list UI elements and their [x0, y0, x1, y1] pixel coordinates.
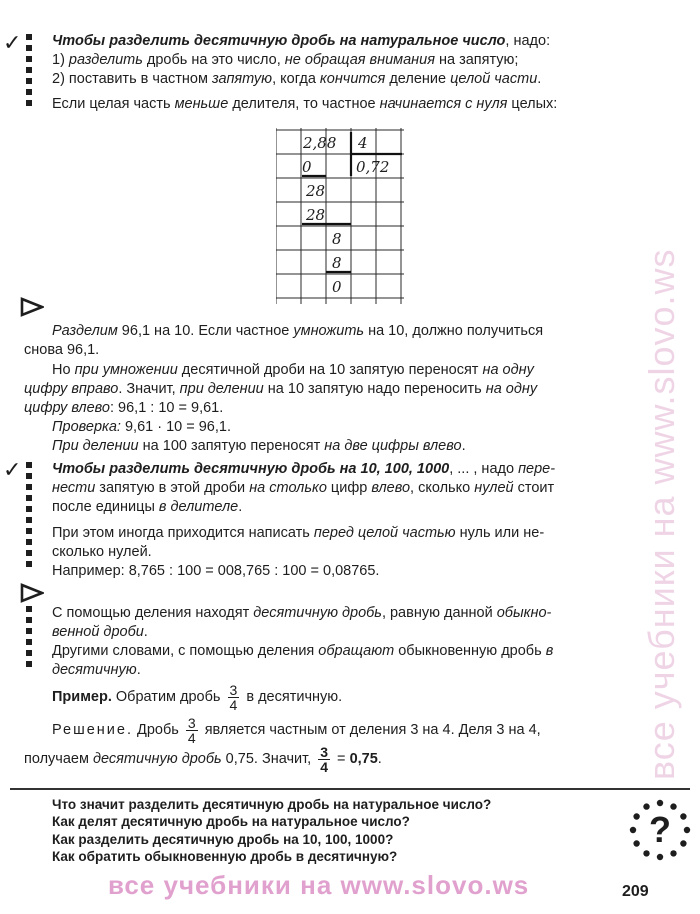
page-number: 209 [622, 883, 649, 900]
block-2-line-4: цифру вправо. Значит, при делении на 10 запятую надо переносить на одну [24, 381, 538, 397]
question-mark-icon [628, 798, 692, 862]
rule-2-example: Например: 8,765 : 100 = 008,765 : 100 = 0,08765. [52, 563, 380, 579]
margin-dots-icon [26, 34, 32, 111]
rule-2-line-3: после единицы в делителе. [52, 499, 243, 515]
rule-2-line-4: При этом иногда приходится написать перед целой частью нуль или не- [52, 525, 545, 541]
division-remainder-1: 0 [302, 158, 312, 176]
block-4-line-3: Другими словами, с помощью деления обращают обыкновенную дробь в [52, 643, 554, 659]
block-2-line-1: Разделим 96,1 на 10. Если частное умножить на 10, должно получиться [52, 323, 544, 339]
block-2-line-7: При делении на 100 запятую переносят на две цифры влево. [52, 438, 466, 454]
rule-2-line-5: сколько нулей. [52, 544, 152, 560]
triangle-pointer-icon [20, 297, 44, 317]
block-2-line-6: Проверка: 9,61 · 10 = 96,1. [52, 419, 231, 435]
block-4-line-2: венной дроби. [52, 624, 148, 640]
division-remainder-3: 28 [306, 206, 326, 224]
rule-2-line-1: Чтобы разделить десятичную дробь на 10, 100, 1000, ... , надо пере- [52, 461, 556, 477]
division-quotient: 0,72 [356, 158, 390, 176]
question-3: Как разделить десятичную дробь на 10, 100, 1000? [52, 832, 394, 847]
block-4-line-1: С помощью деления находят десятичную дробь, равную данной обыкно- [52, 605, 552, 621]
division-remainder-5: 8 [332, 254, 342, 272]
block-2-line-2: снова 96,1. [24, 342, 100, 358]
division-remainder-2: 28 [306, 182, 326, 200]
block-4-line-4: десятичную. [52, 662, 141, 678]
margin-dots-icon [26, 606, 32, 672]
division-remainder-6: 0 [332, 278, 342, 296]
fraction-3-4-bold: $\frac{3}{4}$ [320, 743, 329, 775]
fraction-3-4: $\frac{3}{4}$ [229, 681, 238, 713]
bottom-watermark: все учебники на www.slovo.ws [108, 870, 530, 900]
example-line: Пример. Обратим дробь $\frac{3}{4}$ в десятичную. [52, 681, 343, 713]
vertical-watermark: все учебники на www.slovo.ws [641, 248, 682, 780]
triangle-pointer-icon [20, 583, 44, 603]
solution-line-1: Решение. Дробь $\frac{3}{4}$ является частным от деления 3 на 4. Деля 3 на 4, [52, 714, 541, 746]
solution-line-2: получаем десятичную дробь 0,75. Значит, $\frac{3}{4}$ = 0,75. [24, 743, 382, 775]
svg-text:?: ? [649, 809, 671, 850]
block-2-line-5: цифру влево: 96,1 : 10 = 9,61. [24, 400, 224, 416]
question-4: Как обратить обыкновенную дробь в десятичную? [52, 849, 398, 864]
rule-2-line-2: нести запятую в этой дроби на столько цифр влево, сколько нулей стоит [52, 480, 555, 496]
long-division-example [276, 128, 404, 304]
rule-1-step-2: 2) поставить в частном запятую, когда кончится деление целой части. [52, 71, 542, 87]
rule-1-note: Если целая часть меньше делителя, то частное начинается с нуля целых: [52, 96, 558, 112]
fraction-3-4: $\frac{3}{4}$ [187, 714, 196, 746]
rule-1-line: Чтобы разделить десятичную дробь на натуральное число, надо: [52, 33, 551, 49]
margin-dots-icon [26, 462, 32, 572]
division-divisor: 4 [358, 134, 368, 152]
check-mark-icon: ✓ [3, 457, 22, 482]
section-divider [10, 788, 690, 790]
rule-1-step-1: 1) разделить дробь на это число, не обращая внимания на запятую; [52, 52, 519, 68]
division-remainder-4: 8 [332, 230, 342, 248]
question-1: Что значит разделить десятичную дробь на натуральное число? [52, 797, 492, 812]
block-2-line-3: Но при умножении десятичной дроби на 10 запятую переносят на одну [52, 362, 534, 378]
check-mark-icon: ✓ [3, 30, 22, 55]
division-dividend: 2,88 [303, 134, 337, 152]
question-2: Как делят десятичную дробь на натуральное число? [52, 814, 410, 829]
